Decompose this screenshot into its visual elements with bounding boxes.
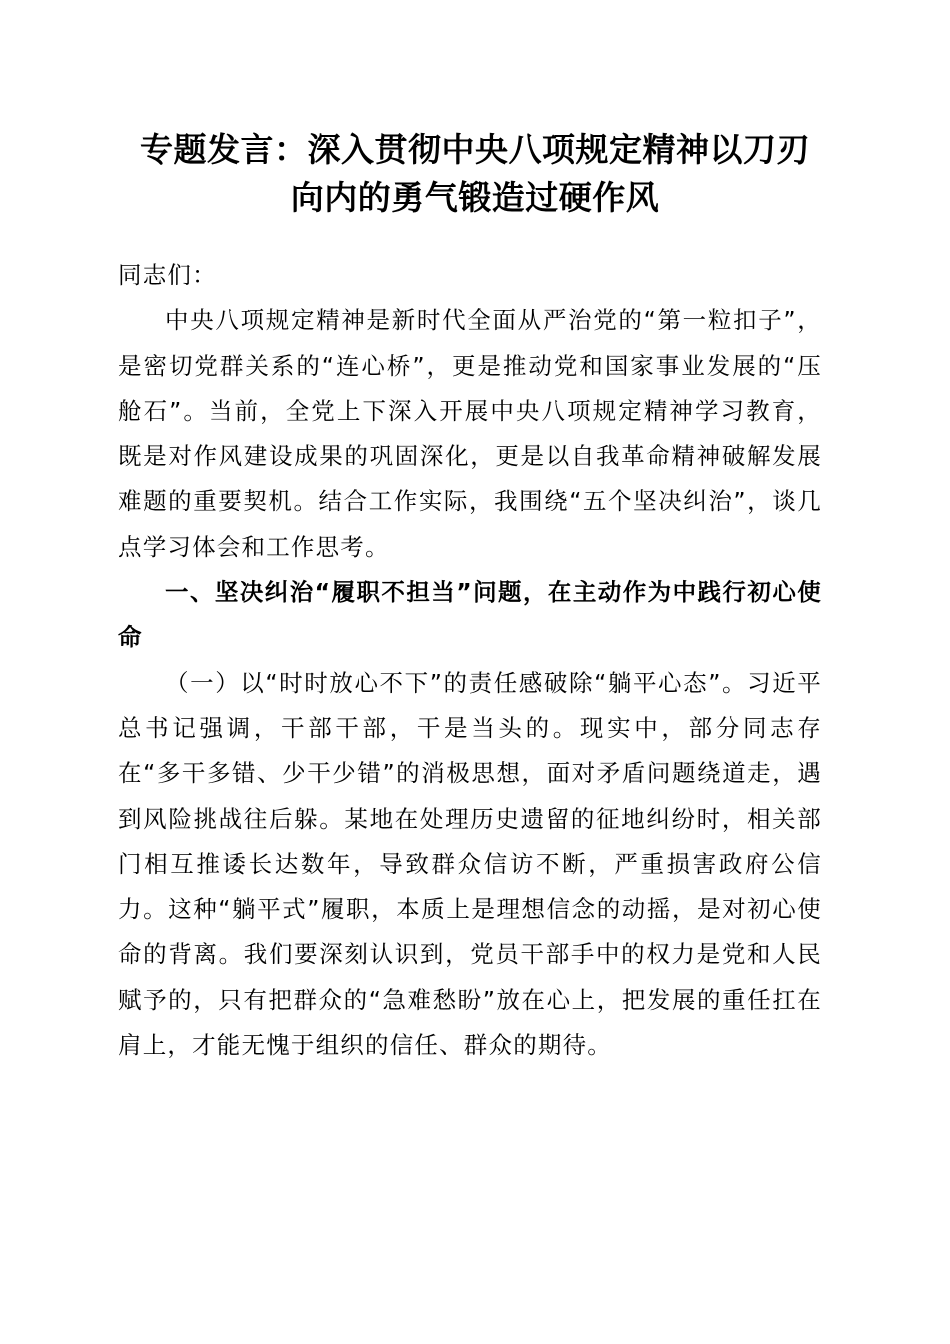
subsection-1-paragraph [118, 661, 822, 1069]
intro-paragraph: 中央八项规定精神是新时代全面从严治党的“第一粒扣子”，是密切党群关系的“连心桥”，更是推动党和国家事业发展的“压舱石”。当前，全党上下深入开展中央八项规定精神学习教育，既是对作风建设成果的巩固深化，更是以自我革命精神破解发展难题的重要契机。结合工作实际，我围绕“五个坚决纠治”，谈几点学习体会和工作思考。 [118, 306, 822, 561]
title-line-1: 专题发言：深入贯彻中央八项规定精神以刀刃 [140, 130, 810, 169]
document-title [118, 126, 832, 222]
document-body [118, 253, 822, 1068]
subsection-1-body: 习近平总书记强调，干部干部，干是当头的。现实中，部分同志存在“多干多错、少干少错”的消极思想，面对矛盾问题绕道走，遇到风险挑战往后躲。某地在处理历史遗留的征地纠纷时，相关部门相互推诿长达数年，导致群众信访不断，严重损害政府公信力。这种“躺平式”履职，本质上是理想信念的动摇，是对初心使命的背离。我们要深刻认识到，党员干部手中的权力是党和人民赋予的，只有把群众的“急难愁盼”放在心上，把发展的重任扛在肩上，才能无愧于组织的信任、群众的期待。 [118, 668, 822, 1060]
title-line-2: 向内的勇气锻造过硬作风 [290, 178, 660, 217]
section-1-heading: 一、坚决纠治“履职不担当”问题，在主动作为中践行初心使命 [118, 578, 822, 652]
subsection-1-lead: （一）以“时时放心不下”的责任感破除“躺平心态”。 [165, 668, 748, 697]
salutation: 同志们： [118, 261, 217, 289]
